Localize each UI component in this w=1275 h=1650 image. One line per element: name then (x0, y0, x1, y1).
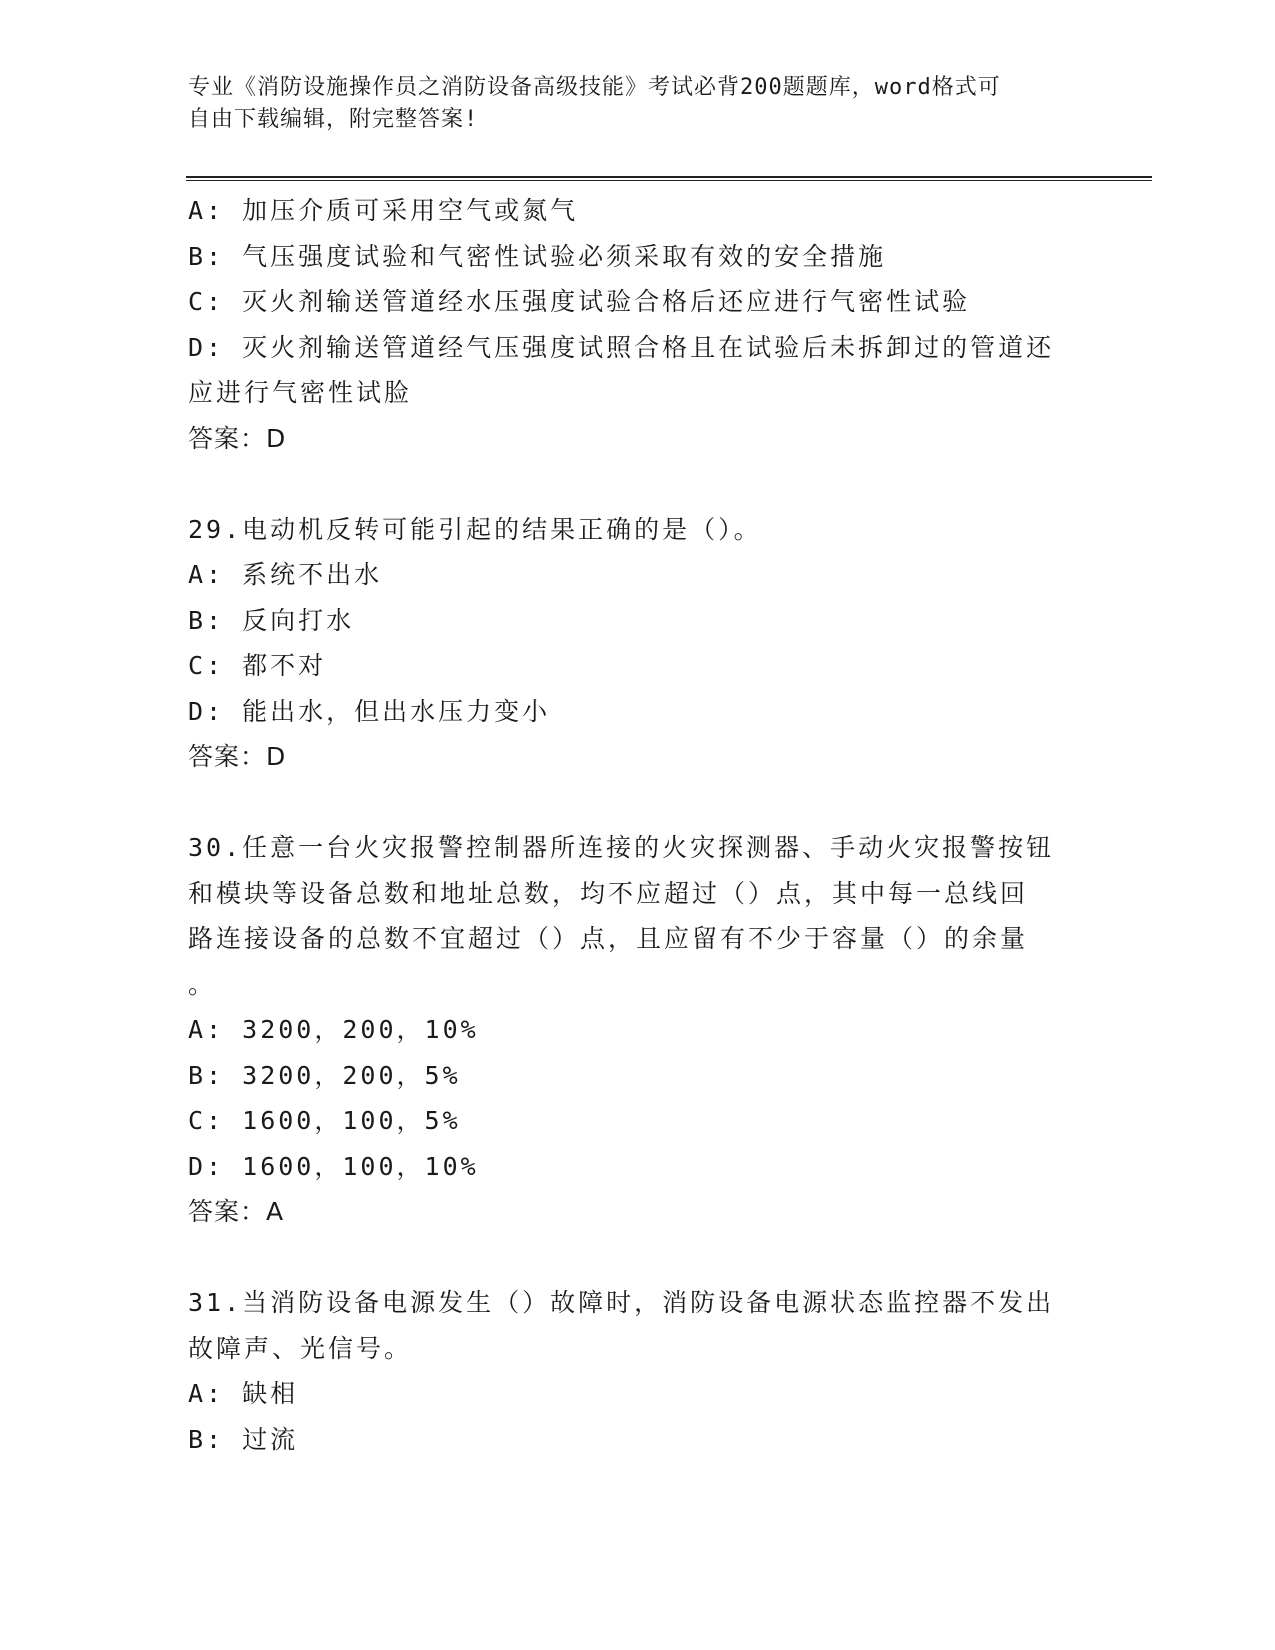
question-text: 29.电动机反转可能引起的结果正确的是（）。 (188, 514, 762, 544)
question-31 (188, 1280, 1088, 1462)
answer: 答案：A (188, 1197, 285, 1226)
answer: 答案：D (188, 423, 287, 453)
header-divider (186, 176, 1152, 181)
option-d-continued: 应进行气密性试脸 (188, 378, 413, 407)
spacer (188, 1235, 1088, 1281)
option-c: C: 都不对 (188, 651, 327, 680)
question-text: 30.任意一台火灾报警控制器所连接的火灾探测器、手动火灾报警按钮 (188, 833, 1055, 862)
question-29 (188, 507, 1088, 780)
question-30 (188, 825, 1088, 1235)
option-d: D: 能出水，但出水压力变小 (188, 696, 551, 726)
option-b: B: 过流 (188, 1424, 299, 1454)
option-d: D: 灭火剂输送管道经气压强度试照合格且在试验后未拆卸过的管道还 (188, 332, 1055, 362)
question-text: 31.当消防设备电源发生（）故障时，消防设备电源状态监控器不发出 (188, 1288, 1055, 1317)
question-text: 路连接设备的总数不宜超过（）点，且应留有不少于容量（）的余量 (188, 924, 1029, 953)
option-b: B: 3200，200，5% (188, 1060, 461, 1090)
option-c: C: 1600，100，5% (188, 1106, 461, 1135)
spacer (188, 780, 1088, 826)
page-header (188, 72, 1068, 136)
question-text: 和模块等设备总数和地址总数，均不应超过（）点，其中每一总线回 (188, 878, 1029, 908)
question-content (188, 188, 1088, 1462)
question-text: 故障声、光信号。 (188, 1333, 413, 1363)
option-d: D: 1600，100，10% (188, 1151, 479, 1181)
option-b: B: 反向打水 (188, 605, 355, 635)
header-line-2: 自由下载编辑，附完整答案! (188, 107, 479, 132)
option-a: A: 加压介质可采用空气或氮气 (188, 196, 579, 225)
header-line-1: 专业《消防设施操作员之消防设备高级技能》考试必背200题题库，word格式可 (188, 75, 1001, 100)
spacer (188, 461, 1088, 507)
option-a: A: 系统不出水 (188, 560, 383, 589)
option-c: C: 灭火剂输送管道经水压强度试验合格后还应进行气密性试验 (188, 287, 971, 316)
question-28-continued (188, 188, 1088, 461)
option-a: A: 3200，200，10% (188, 1015, 479, 1044)
option-b: B: 气压强度试验和气密性试验必须采取有效的安全措施 (188, 241, 887, 271)
question-text: 。 (188, 969, 217, 999)
answer: 答案：D (188, 742, 287, 771)
option-a: A: 缺相 (188, 1379, 299, 1408)
